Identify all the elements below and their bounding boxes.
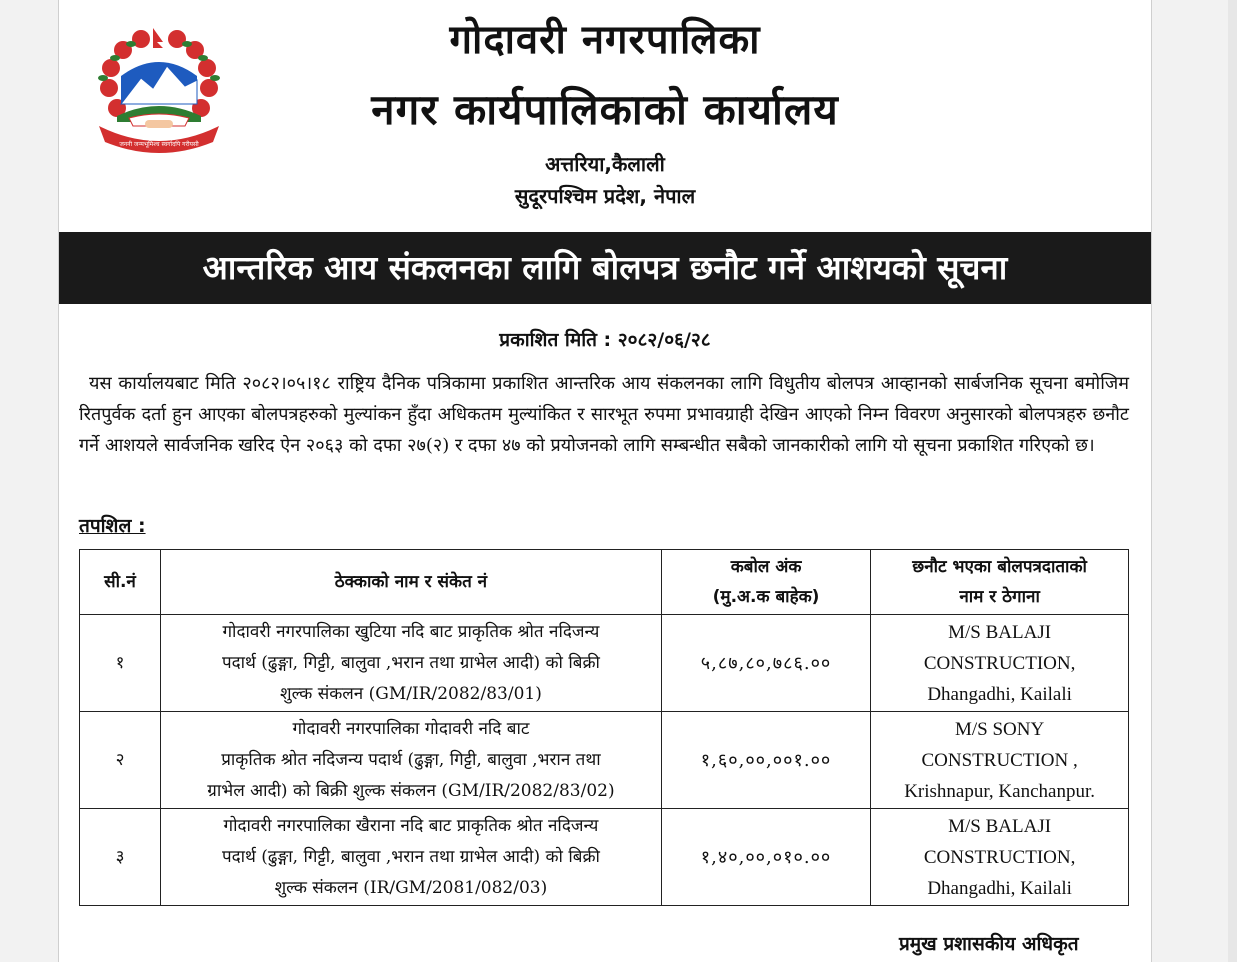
contract-line: शुल्क संकलन (GM/IR/2082/83/01) xyxy=(280,683,542,704)
notice-page xyxy=(58,0,1152,962)
schedule-label: तपशिल : xyxy=(79,515,146,537)
header-bidder-line2: नाम र ठेगाना xyxy=(959,587,1040,607)
contract-line: पदार्थ (ढुङ्गा, गिट्टी, बालुवा ,भरान तथा ग्राभेल आदी) को बिक्री xyxy=(221,846,600,867)
bidder-line: Dhangadhi, Kailali xyxy=(927,877,1072,899)
bidder-line: Krishnapur, Kanchanpur. xyxy=(904,780,1095,802)
bidder-line: M/S BALAJI xyxy=(948,621,1052,643)
row-amount: १,६०,००,००१.०० xyxy=(661,712,870,809)
bidder-line: CONSTRUCTION, xyxy=(923,846,1076,868)
notice-body: यस कार्यालयबाट मिति २०८२।०५।१८ राष्ट्रिय दैनिक पत्रिकामा प्रकाशित आन्तरिक आय संकलनका लागि विधुतीय बोलपत्र आव्हानको सार्बजनिक सूचना बमोजिम रितपुर्वक दर्ता हुन आएका बोलपत्रहरुको मुल्यांकन हुँदा अधिकतम मुल्यांकित र सारभूत रुपमा प्रभावग्राही देखिन आएको निम्न विवरण अनुसारको बोलपत्रहरु छनौट गर्ने आशयले सार्वजनिक खरिद ऐन २०६३ को दफा २७(२) र दफा ४७ को प्रयोजनको लागि सम्बन्धीत सबैको जानकारीको लागि यो सूचना प्रकाशित गरिएको छ। xyxy=(79,373,1129,456)
bidder-line: CONSTRUCTION, xyxy=(923,652,1076,674)
svg-text:जननी जन्मभूमिश्च स्वर्गादपि गर: जननी जन्मभूमिश्च स्वर्गादपि गरीयसी xyxy=(119,141,199,148)
bidder-line: Dhangadhi, Kailali xyxy=(927,683,1072,705)
background-strip xyxy=(1228,0,1237,962)
row-contract xyxy=(160,712,661,809)
table-row xyxy=(80,712,1129,809)
contract-line: गोदावरी नगरपालिका खुटिया नदि बाट प्राकृतिक श्रोत नदिजन्य xyxy=(222,621,600,642)
header-contract: ठेक्काको नाम र संकेत नं xyxy=(160,550,661,615)
notice-title-banner: आन्तरिक आय संकलनका लागि बोलपत्र छनौट गर्ने आशयको सूचना xyxy=(59,232,1151,304)
header-amount-line2: (मु.अ.क बाहेक) xyxy=(712,587,820,607)
row-amount: १,४०,००,०१०.०० xyxy=(661,809,870,906)
row-amount: ५,८७,८०,७८६.०० xyxy=(661,615,870,712)
header-amount xyxy=(661,550,870,615)
contract-line: ग्राभेल आदी) को बिक्री शुल्क संकलन (GM/IR/2082/83/02) xyxy=(207,780,615,801)
row-bidder xyxy=(871,615,1129,712)
bidder-line: M/S SONY xyxy=(954,718,1045,740)
bidder-line: M/S BALAJI xyxy=(948,815,1052,837)
row-bidder xyxy=(871,809,1129,906)
contract-line: प्राकृतिक श्रोत नदिजन्य पदार्थ (ढुङ्गा, गिट्टी, बालुवा ,भरान तथा xyxy=(221,749,601,770)
address-line-1: अत्तरिया,कैलाली xyxy=(545,152,665,176)
contract-line: पदार्थ (ढुङ्गा, गिट्टी, बालुवा ,भरान तथा ग्राभेल आदी) को बिक्री xyxy=(221,652,600,673)
header-bidder xyxy=(871,550,1129,615)
signatory-title: प्रमुख प्रशासकीय अधिकृत xyxy=(899,933,1079,955)
row-sn: ३ xyxy=(80,809,161,906)
row-bidder xyxy=(871,712,1129,809)
row-contract xyxy=(160,615,661,712)
table-header-row xyxy=(80,550,1129,615)
table-row xyxy=(80,615,1129,712)
contract-line: शुल्क संकलन (IR/GM/2081/082/03) xyxy=(274,877,548,898)
municipality-name: गोदावरी नगरपालिका xyxy=(449,17,761,63)
header-sn: सी.नं xyxy=(80,550,161,615)
header-amount-line1: कबोल अंक xyxy=(730,557,802,577)
header-bidder-line1: छनौट भएका बोलपत्रदाताको xyxy=(912,557,1087,577)
contract-line: गोदावरी नगरपालिका खैराना नदि बाट प्राकृतिक श्रोत नदिजन्य xyxy=(223,815,599,836)
contract-line: गोदावरी नगरपालिका गोदावरी नदि बाट xyxy=(292,718,530,739)
row-contract xyxy=(160,809,661,906)
bidder-line: CONSTRUCTION , xyxy=(921,749,1078,771)
selected-bids-table xyxy=(79,549,1129,906)
row-sn: १ xyxy=(80,615,161,712)
office-name: नगर कार्यपालिकाको कार्यालय xyxy=(371,85,839,134)
table-row xyxy=(80,809,1129,906)
row-sn: २ xyxy=(80,712,161,809)
address-line-2: सुदूरपश्चिम प्रदेश, नेपाल xyxy=(514,184,696,208)
published-date: प्रकाशित मिति : २०८२/०६/२८ xyxy=(499,329,711,351)
